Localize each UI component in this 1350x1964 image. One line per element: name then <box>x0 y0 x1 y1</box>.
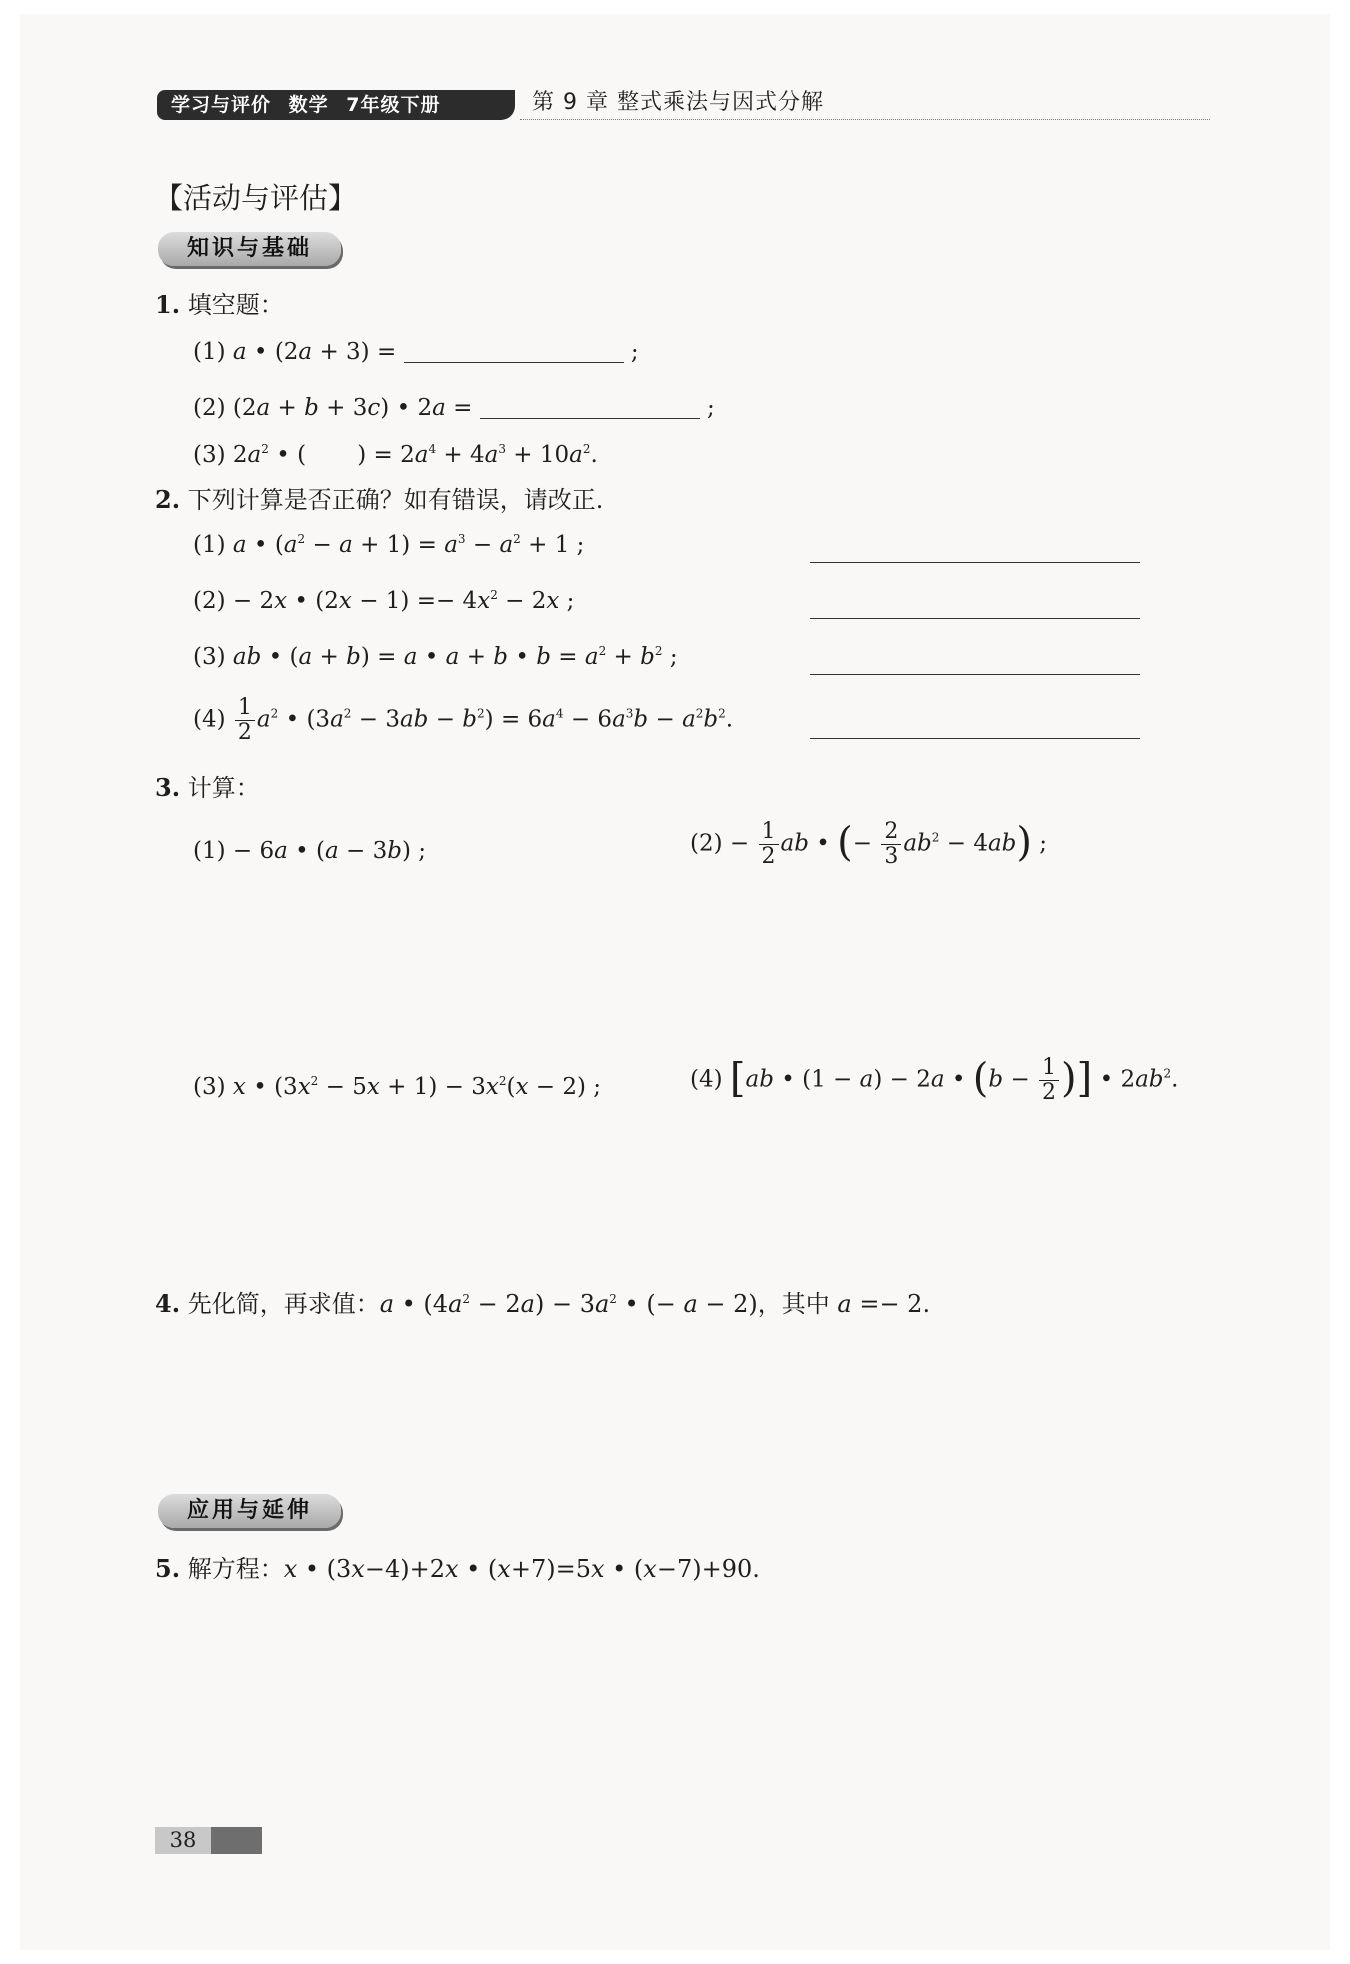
q3-item-1-label: (1) <box>193 838 226 864</box>
answer-blank[interactable] <box>404 338 624 363</box>
fraction: $\frac{1}{2}$ <box>1039 1056 1059 1105</box>
q3-item-2-label: (2) <box>690 830 723 857</box>
fraction: $\frac{1}{2}$ <box>235 696 255 745</box>
question-4-number: 4. <box>155 1289 181 1318</box>
q2-item-4: (4) $\frac{1}{2}$ $a^2$ • $(3a^2 - 3ab - b^2) = 6a^4 - 6a^3b - a^2b^2$. <box>193 695 734 745</box>
application-badge: 应用与延伸 <box>158 1494 341 1528</box>
q3-item-4: (4) [ab • (1 − a) − 2a • (b − $\frac{1}{2}$ )] • $2ab^2$. <box>690 1055 1179 1105</box>
page-number: 38 <box>155 1827 211 1854</box>
q2-item-2-label: (2) <box>193 588 226 614</box>
chapter-label: 第 9 章 整式乘法与因式分解 <box>532 90 824 115</box>
question-4-text: 先化简，再求值： <box>187 1290 380 1318</box>
fraction: $\frac{1}{2}$ <box>759 820 779 869</box>
q1-item-2-label: (2) <box>193 395 226 421</box>
q3-item-4-label: (4) <box>690 1066 723 1093</box>
section-title: 【活动与评估】 <box>154 181 358 215</box>
q3-item-3: (3) x • $(3x^2 - 5x + 1) - 3x^2(x - 2)$ ; <box>193 1074 602 1100</box>
q2-item-2: (2) − 2x • $(2x - 1) =- 4x^2 - 2x$ ; <box>193 588 575 614</box>
correction-line[interactable] <box>810 618 1140 619</box>
q1-item-1: (1) a • (2a + 3) = ; <box>193 339 639 365</box>
q3-item-3-label: (3) <box>193 1074 226 1100</box>
question-4: 4. 先化简，再求值：a • $(4a^2 - 2a) - 3a^2$ • (− a − 2)，其中 a =− 2. <box>155 1289 931 1318</box>
q3-item-1: (1) − 6a • (a − 3b) ; <box>193 838 427 864</box>
knowledge-badge: 知识与基础 <box>158 232 341 266</box>
correction-line[interactable] <box>810 674 1140 675</box>
header-rule <box>520 119 1210 120</box>
correction-line[interactable] <box>810 562 1140 563</box>
question-1-number: 1. <box>155 290 181 319</box>
question-3 <box>155 771 260 805</box>
q3-item-2: (2) − $\frac{1}{2}$ ab • (− $\frac{2}{3}$ $ab^2 - 4ab$) ; <box>690 819 1048 869</box>
q2-item-3-label: (3) <box>193 644 226 670</box>
q1-item-3-label: (3) <box>193 442 226 468</box>
q2-item-3: (3) ab • (a + b) = a • a + b • $b = a^2 + b^2$ ; <box>193 644 678 670</box>
question-2 <box>155 483 603 517</box>
question-2-text: 下列计算是否正确？如有错误，请改正. <box>187 486 604 514</box>
fraction: $\frac{2}{3}$ <box>881 820 901 869</box>
question-5-number: 5. <box>155 1554 181 1583</box>
q1-item-3: (3) $2a^2$ • ( ) = $2a^4 + 4a^3 + 10a^2$. <box>193 442 598 468</box>
page-number-bar <box>211 1827 262 1854</box>
question-1 <box>155 288 284 322</box>
q2-item-1-label: (1) <box>193 532 226 558</box>
question-5: 5. 解方程：x • (3x−4)+2x • (x+7)=5x • (x−7)+90. <box>155 1554 760 1583</box>
question-1-text: 填空题： <box>187 291 284 319</box>
q2-item-4-label: (4) <box>193 706 226 733</box>
question-4-tail: ，其中 <box>757 1290 830 1318</box>
answer-blank[interactable] <box>480 394 700 419</box>
series-label: 学习与评价 数学 7年级下册 <box>157 90 515 120</box>
question-3-number: 3. <box>155 773 181 802</box>
q1-item-2: (2) (2a + b + 3c) • 2a = ; <box>193 395 715 421</box>
question-5-text: 解方程： <box>187 1555 284 1583</box>
correction-line[interactable] <box>810 738 1140 739</box>
q1-item-1-label: (1) <box>193 339 226 365</box>
question-2-number: 2. <box>155 485 181 514</box>
question-3-text: 计算： <box>187 774 260 802</box>
q2-item-1: (1) a • $(a^2 - a + 1) = a^3 - a^2 + 1$ ; <box>193 532 585 558</box>
